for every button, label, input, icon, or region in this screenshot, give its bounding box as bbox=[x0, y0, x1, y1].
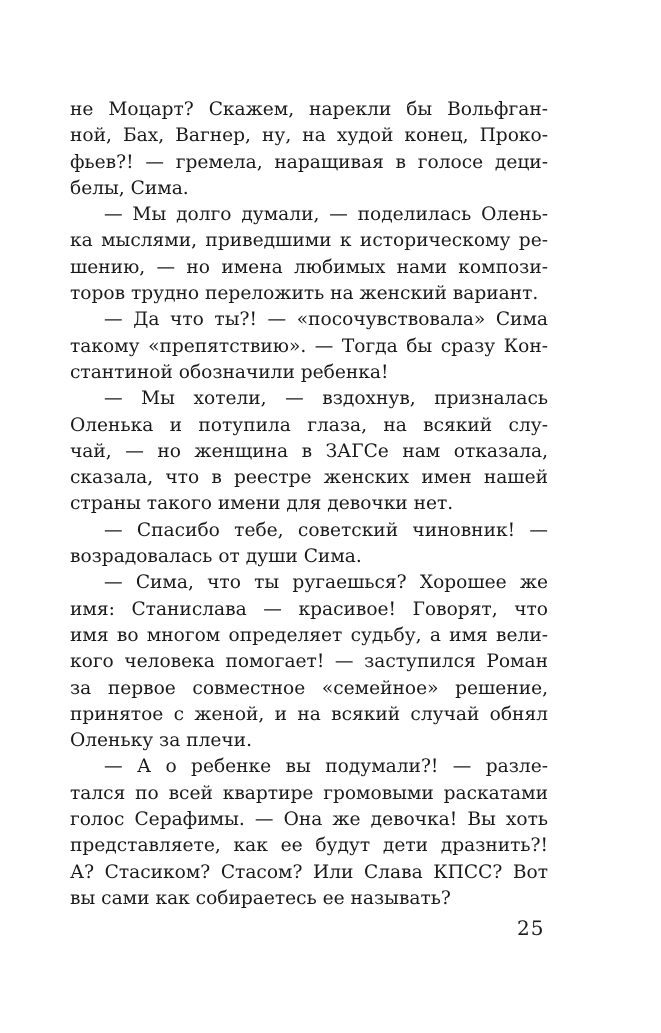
text-line: за первое совместное «семейное» решение, bbox=[70, 677, 548, 699]
text-line: принятое с женой, и на всякий случай обнял bbox=[70, 703, 548, 725]
text-line: тался по всей квартире громовыми раскатами bbox=[70, 782, 548, 804]
text-line: торов трудно переложить на женский вариант. bbox=[70, 283, 539, 305]
text-line: имя во многом определяет судьбу, а имя вели- bbox=[70, 624, 548, 646]
text-line: Оленьку за плечи. bbox=[70, 730, 252, 752]
text-line: — Мы долго думали, — поделилась Олень- bbox=[104, 204, 548, 226]
text-line: фьев?! — гремела, наращивая в голосе деци- bbox=[70, 151, 548, 173]
text-line: представляете, как ее будут дети дразнить?! bbox=[70, 835, 548, 857]
text-line: — Сима, что ты ругаешься? Хорошее же bbox=[104, 572, 548, 594]
text-line: страны такого имени для девочки нет. bbox=[70, 493, 454, 515]
text-line: голос Серафимы. — Она же девочка! Вы хоть bbox=[70, 809, 548, 831]
text-line: шению, — но имена любимых нами компози- bbox=[70, 256, 548, 278]
text-line: — А о ребенке вы подумали?! — разле- bbox=[104, 756, 548, 778]
text-line: имя: Станислава — красивое! Говорят, что bbox=[70, 598, 548, 620]
text-line: не Моцарт? Скажем, нарекли бы Вольфган- bbox=[70, 99, 548, 120]
text-line: ной, Бах, Вагнер, ну, на худой конец, Проко- bbox=[70, 125, 548, 147]
text-line: Оленька и потупила глаза, на всякий слу- bbox=[70, 414, 548, 436]
text-line: стантиной обозначили ребенка! bbox=[70, 361, 389, 383]
text-line: вы сами как собираетесь ее называть? bbox=[70, 887, 451, 909]
text-line: — Спасибо тебе, советский чиновник! — bbox=[104, 519, 548, 541]
text-line: возрадовалась от души Сима. bbox=[70, 546, 362, 568]
body-text bbox=[70, 97, 548, 912]
text-line: — Да что ты?! — «посочувствовала» Сима bbox=[104, 309, 548, 331]
text-line: белы, Сима. bbox=[70, 177, 189, 199]
text-line: А? Стасиком? Стасом? Или Слава КПСС? Вот bbox=[70, 861, 548, 883]
text-line: кого человека помогает! — заступился Роман bbox=[70, 651, 548, 673]
text-line: ка мыслями, приведшими к историческому ре- bbox=[70, 230, 548, 252]
text-line: чай, — но женщина в ЗАГСе нам отказала, bbox=[70, 440, 548, 462]
text-line: сказала, что в реестре женских имен нашей bbox=[70, 467, 548, 489]
text-line: — Мы хотели, — вздохнув, призналась bbox=[104, 388, 548, 410]
text-line: такому «препятствию». — Тогда бы сразу Кон- bbox=[70, 335, 548, 357]
page-number: 25 bbox=[517, 916, 545, 940]
